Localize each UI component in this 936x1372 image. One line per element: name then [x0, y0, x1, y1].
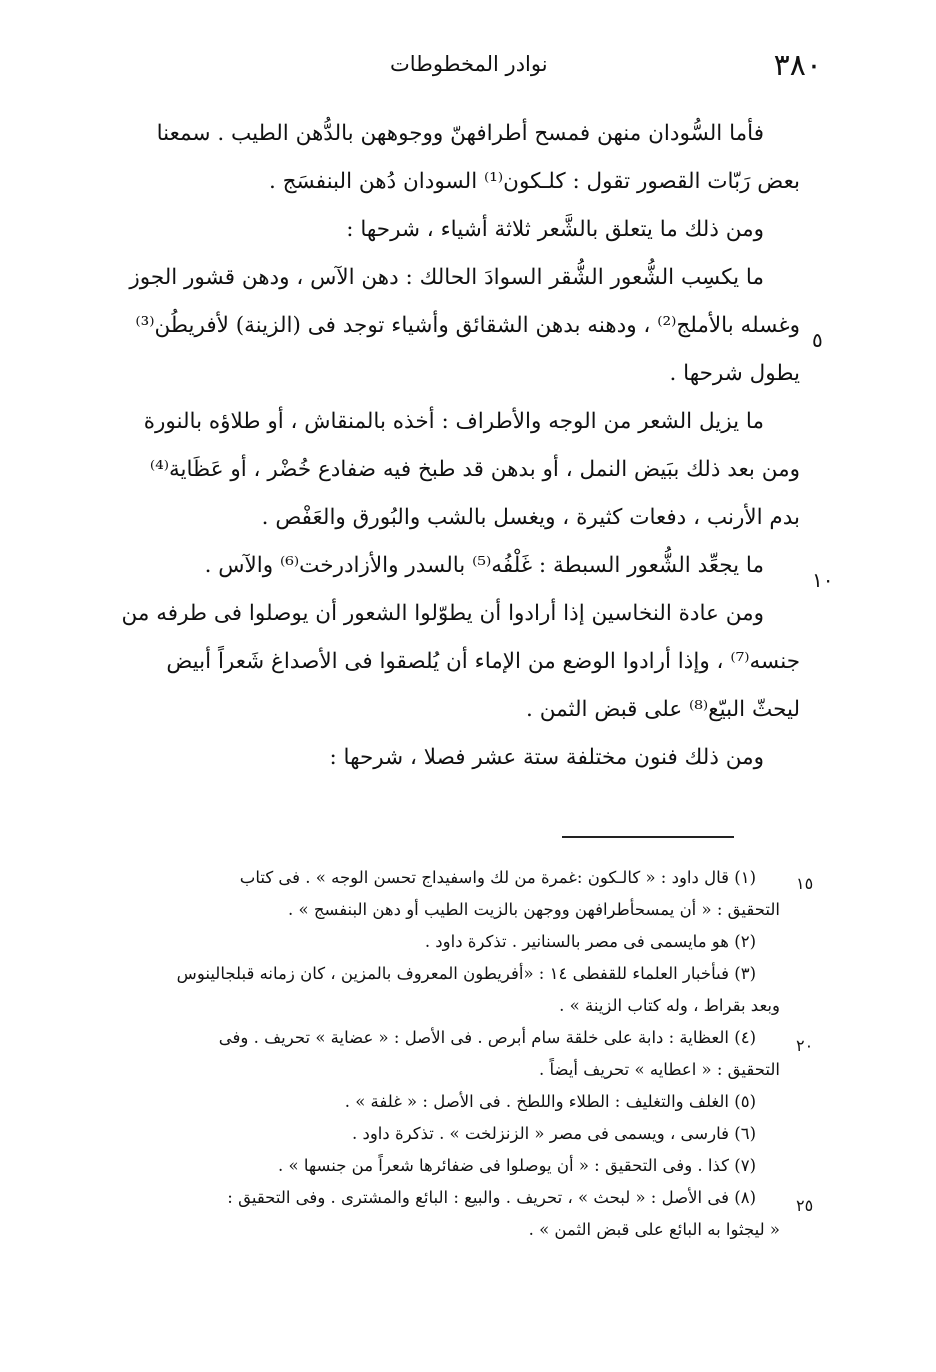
running-title: نوادر المخطوطات [390, 52, 548, 76]
body-line: ما يجعِّد الشُّعور السبطة : غَلْفُه⁽⁵⁾ بالسدر والأزادرخت⁽⁶⁾ والآس . [204, 553, 764, 578]
body-line: فأما السُّودان منهن فمسح أطرافهنّ ووجوههن بالدُّهن الطيب . سمعنا [156, 121, 764, 146]
body-line: وغسله بالأملج⁽²⁾ ، ودهنه بدهن الشقائق وأشياء توجد فى (الزينة) لأفريطُن⁽³⁾ [135, 313, 800, 338]
footnote-line: (٤) العظاية : دابة على خلقة سام أبرص . فى الأصل : « عضاية » تحريف . وفى [218, 1028, 756, 1047]
body-line: ومن ذلك ما يتعلق بالشَّعر ثلاثة أشياء ، شرحها : [346, 217, 764, 242]
body-line: جنسه⁽⁷⁾ ، وإذا أرادوا الوضع من الإماء أن يُلصقوا فى الأصداغ شَعراً أبيض [166, 649, 800, 674]
footnotes [120, 862, 780, 1246]
line-number-marker: ١٠ [812, 568, 834, 592]
line-number-marker: ١٥ [796, 874, 814, 893]
footnote-line: (٣) فىأخبار العلماء للقفطى ١٤ : «أفريطون المعروف بالمزين ، كان زمانه قبلجالينوس [176, 964, 756, 983]
footnote-line: « ليجثوا به البائع على قبض الثمن » . [528, 1220, 780, 1239]
line-number-marker: ٥ [812, 328, 823, 352]
footnote-line: (١) قال داود : « كالـكون :غمرة من لك واسفيداج تحسن الوجه » . فى كتاب [239, 868, 756, 887]
footnote-line: (٥) الغلف والتغليف : الطلاء واللطخ . فى الأصل : « غلفة » . [344, 1092, 756, 1111]
footnote-line: وبعد بقراط ، وله كتاب الزينة » . [559, 996, 780, 1015]
page-number: ٣٨٠ [773, 48, 822, 83]
body-line: ومن عادة النخاسين إذا أرادوا أن يطوّلوا الشعور أن يوصلوا فى طرفه من [121, 601, 764, 626]
footnote-line: (٧) كذا . وفى التحقيق : « أن يوصلوا فى ضفائرها شعراً من جنسها » . [278, 1156, 756, 1175]
body-line: ما يكسِب الشُّعور الشُّقر السوادَ الحالك : دهن الآس ، ودهن قشور الجوز [129, 265, 764, 290]
footnote-divider [562, 836, 734, 838]
body-line: بدم الأرنب ، دفعات كثيرة ، ويغسل بالشب والبُورق والعَفْص . [261, 505, 800, 530]
main-text [100, 110, 800, 782]
line-number-marker: ٢٥ [796, 1196, 814, 1215]
footnote-line: التحقيق : « أن يمسحأطرافهن ووجهن بالزيت الطيب أو دهن البنفسج » . [288, 900, 780, 919]
footnote-line: (٨) فى الأصل : « لبحث » ، تحريف . والبيع : البائع والمشترى . وفى التحقيق : [227, 1188, 756, 1207]
footnote-line: التحقيق : « اعطايه » تحريف أيضاً . [539, 1060, 780, 1079]
line-number-marker: ٢٠ [796, 1036, 814, 1055]
page-header [110, 44, 830, 84]
body-line: يطول شرحها . [669, 361, 800, 386]
body-line: ليحثّ البيّع⁽⁸⁾ على قبض الثمن . [526, 697, 800, 722]
body-line: ومن بعد ذلك ببَيض النمل ، أو بدهن قد طبخ فيه ضفادع خُضْر ، أو عَظَاية⁽⁴⁾ [149, 457, 800, 482]
footnote-line: (٢) هو مايسمى فى مصر بالسنانير . تذكرة داود . [424, 932, 756, 951]
body-line: ما يزيل الشعر من الوجه والأطراف : أخذه بالمنقاش ، أو طلاؤه بالنورة [143, 409, 764, 434]
footnote-line: (٦) فارسى ، ويسمى فى مصر « الزنزلخت » . تذكرة داود . [351, 1124, 756, 1143]
body-line: بعض رَبّات القصور تقول : كلـكون⁽¹⁾ السودان دُهن البنفسَج . [268, 169, 800, 194]
body-line: ومن ذلك فنون مختلفة ستة عشر فصلا ، شرحها : [329, 745, 764, 770]
